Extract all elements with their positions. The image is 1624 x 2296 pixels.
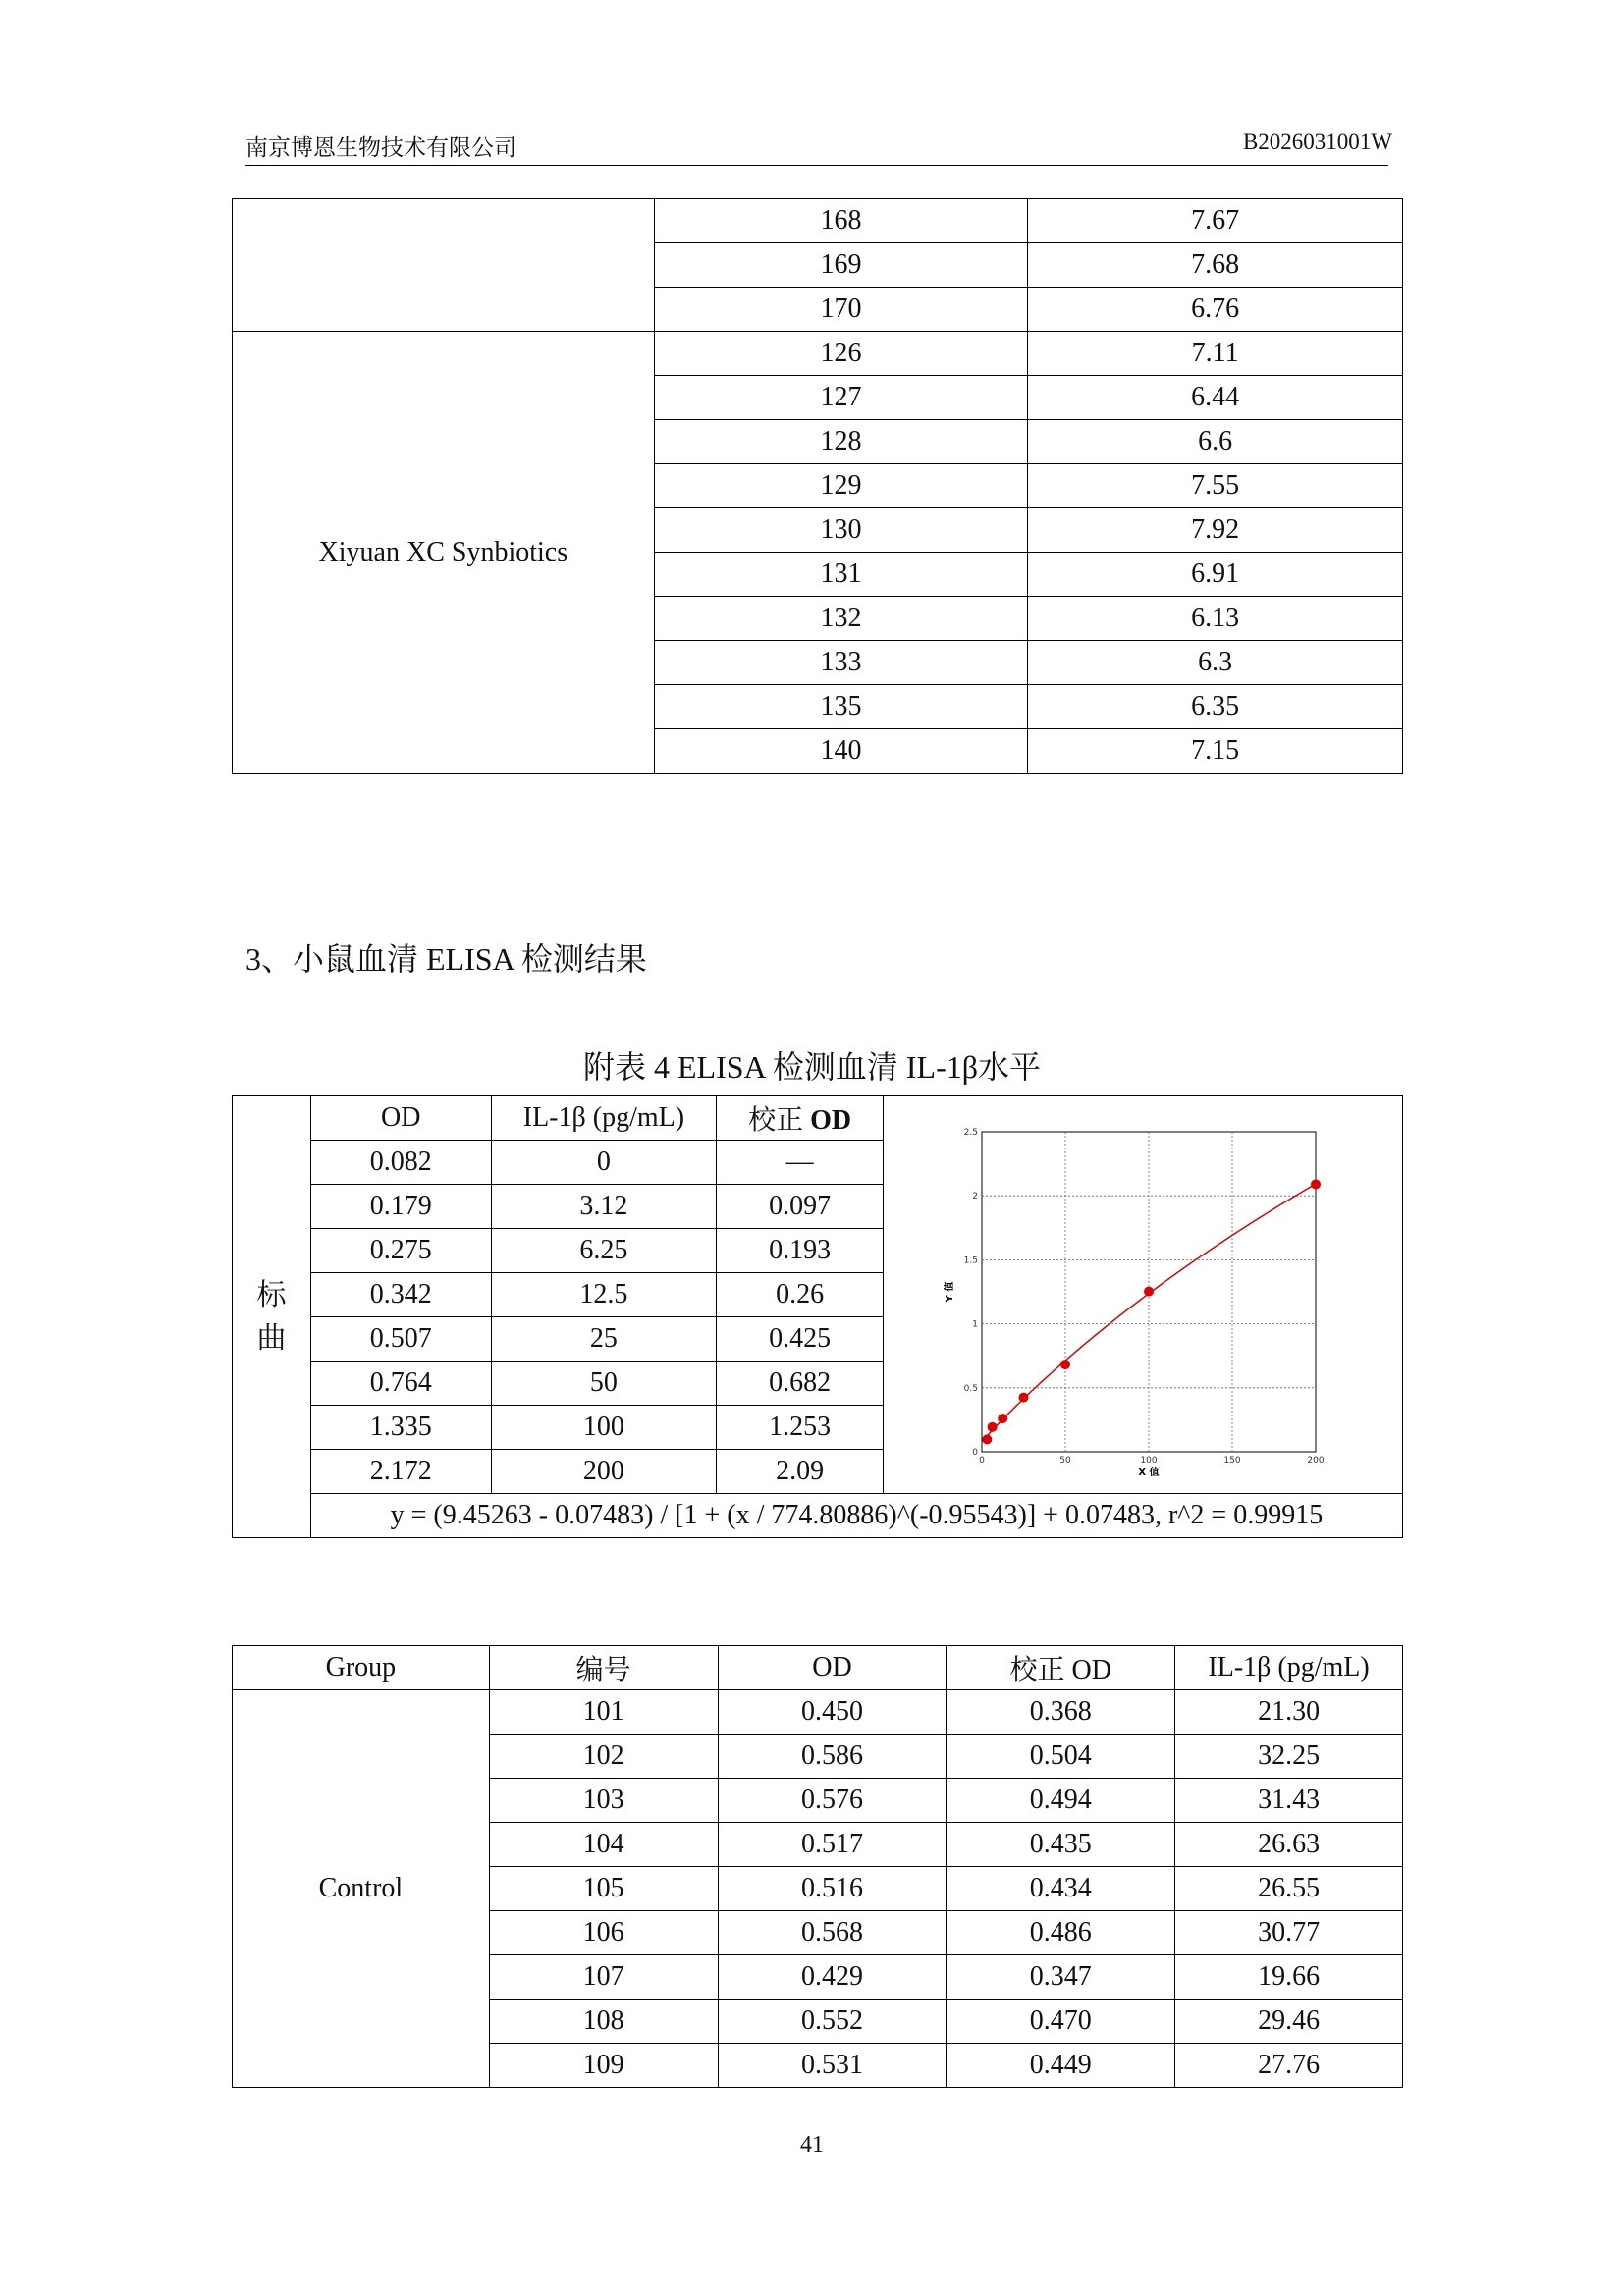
- od-cell: 2.172: [310, 1450, 491, 1494]
- y-tick-label: 2.5: [963, 1128, 978, 1138]
- data-point: [1060, 1360, 1070, 1369]
- sample-id-cell: 170: [654, 288, 1028, 332]
- od-cell: 0.568: [718, 1911, 947, 1955]
- table-row: [233, 199, 1403, 243]
- y-axis-label: Y 值: [944, 1281, 955, 1303]
- data-point: [1144, 1287, 1154, 1297]
- y-tick-label: 1: [972, 1319, 978, 1330]
- column-header: IL-1β (pg/mL): [491, 1096, 717, 1141]
- il1b-cell: 30.77: [1175, 1911, 1403, 1955]
- y-tick-label: 1.5: [963, 1255, 978, 1266]
- value-cell: 7.92: [1028, 508, 1403, 553]
- value-cell: 6.44: [1028, 376, 1403, 420]
- corrected-od-cell: 0.347: [947, 1955, 1175, 2000]
- standard-curve-chart: [884, 1096, 1394, 1485]
- x-tick-label: 0: [979, 1456, 985, 1466]
- standard-curve-side-label: [233, 1096, 311, 1538]
- column-header: 校正 OD: [717, 1096, 884, 1141]
- data-point: [1311, 1179, 1321, 1189]
- value-cell: 6.6: [1028, 420, 1403, 464]
- corrected-od-cell: 0.504: [947, 1735, 1175, 1779]
- corrected-od-cell: 0.193: [717, 1229, 884, 1273]
- column-header: 校正 OD: [947, 1646, 1175, 1690]
- value-cell: 6.35: [1028, 685, 1403, 729]
- il1b-cell: 26.63: [1175, 1823, 1403, 1867]
- x-tick-label: 50: [1059, 1456, 1071, 1466]
- table-header-row: [233, 1646, 1403, 1690]
- il1b-cell: 26.55: [1175, 1867, 1403, 1911]
- od-cell: 0.516: [718, 1867, 947, 1911]
- sample-id-cell: 106: [489, 1911, 718, 1955]
- y-tick-label: 0.5: [963, 1383, 978, 1394]
- sample-id-cell: 102: [489, 1735, 718, 1779]
- corrected-od-cell: 1.253: [717, 1406, 884, 1450]
- od-cell: 0.450: [718, 1690, 947, 1735]
- sample-id-cell: 132: [654, 597, 1028, 641]
- od-cell: 1.335: [310, 1406, 491, 1450]
- table-row: [233, 332, 1403, 376]
- il1b-cell: 32.25: [1175, 1735, 1403, 1779]
- od-cell: 0.275: [310, 1229, 491, 1273]
- sample-id-cell: 140: [654, 729, 1028, 774]
- il1b-cell: 19.66: [1175, 1955, 1403, 2000]
- x-axis-label: X 值: [1138, 1468, 1160, 1478]
- sample-id-cell: 109: [489, 2044, 718, 2088]
- sample-id-cell: 105: [489, 1867, 718, 1911]
- table-caption: 附表 4 ELISA 检测血清 IL-1β水平: [582, 1049, 1042, 1085]
- sample-id-cell: 128: [654, 420, 1028, 464]
- corrected-od-cell: —: [717, 1141, 884, 1185]
- value-cell: 6.76: [1028, 288, 1403, 332]
- od-cell: 0.517: [718, 1823, 947, 1867]
- side-label-char: 标: [256, 1278, 287, 1311]
- header-report-number: B2026031001W: [1242, 130, 1392, 154]
- value-cell: 6.3: [1028, 641, 1403, 685]
- y-tick-label: 0: [972, 1448, 978, 1458]
- group-cell: Xiyuan XC Synbiotics: [233, 332, 655, 774]
- column-header: IL-1β (pg/mL): [1175, 1646, 1403, 1690]
- concentration-cell: 3.12: [491, 1185, 717, 1229]
- column-header: OD: [718, 1646, 947, 1690]
- value-cell: 7.15: [1028, 729, 1403, 774]
- od-cell: 0.507: [310, 1317, 491, 1362]
- od-cell: 0.764: [310, 1362, 491, 1406]
- corrected-od-cell: 0.435: [947, 1823, 1175, 1867]
- column-header: OD: [310, 1096, 491, 1141]
- standard-curve-chart-cell: [883, 1096, 1402, 1494]
- concentration-cell: 12.5: [491, 1273, 717, 1317]
- concentration-cell: 200: [491, 1450, 717, 1494]
- il1b-cell: 29.46: [1175, 2000, 1403, 2044]
- concentration-cell: 0: [491, 1141, 717, 1185]
- value-cell: 7.11: [1028, 332, 1403, 376]
- value-cell: 7.68: [1028, 243, 1403, 288]
- corrected-od-cell: 0.494: [947, 1779, 1175, 1823]
- concentration-cell: 25: [491, 1317, 717, 1362]
- standard-curve-table: [232, 1095, 1403, 1538]
- value-cell: 7.55: [1028, 464, 1403, 508]
- header-divider: [245, 165, 1388, 166]
- corrected-od-cell: 0.368: [947, 1690, 1175, 1735]
- sample-id-cell: 168: [654, 199, 1028, 243]
- column-header: Group: [233, 1646, 490, 1690]
- corrected-od-cell: 0.26: [717, 1273, 884, 1317]
- sample-id-cell: 135: [654, 685, 1028, 729]
- group-cell: Control: [233, 1690, 490, 2088]
- x-tick-label: 200: [1307, 1456, 1325, 1466]
- side-label-char: 曲: [256, 1321, 287, 1355]
- sample-id-cell: 127: [654, 376, 1028, 420]
- y-tick-label: 2: [972, 1192, 978, 1202]
- sample-id-cell: 104: [489, 1823, 718, 1867]
- concentration-cell: 6.25: [491, 1229, 717, 1273]
- od-cell: 0.429: [718, 1955, 947, 2000]
- table-header-row: [233, 1096, 1403, 1141]
- sample-id-cell: 129: [654, 464, 1028, 508]
- corrected-od-cell: 0.470: [947, 2000, 1175, 2044]
- x-tick-label: 150: [1223, 1456, 1241, 1466]
- il1b-cell: 27.76: [1175, 2044, 1403, 2088]
- od-cell: 0.552: [718, 2000, 947, 2044]
- corrected-od-cell: 2.09: [717, 1450, 884, 1494]
- x-tick-label: 100: [1140, 1456, 1158, 1466]
- concentration-cell: 100: [491, 1406, 717, 1450]
- value-cell: 6.13: [1028, 597, 1403, 641]
- sample-id-cell: 108: [489, 2000, 718, 2044]
- concentration-cell: 50: [491, 1362, 717, 1406]
- od-cell: 0.576: [718, 1779, 947, 1823]
- od-cell: 0.531: [718, 2044, 947, 2088]
- sample-id-cell: 126: [654, 332, 1028, 376]
- sample-id-cell: 101: [489, 1690, 718, 1735]
- sample-id-cell: 107: [489, 1955, 718, 2000]
- corrected-od-cell: 0.425: [717, 1317, 884, 1362]
- od-cell: 0.179: [310, 1185, 491, 1229]
- sample-id-cell: 133: [654, 641, 1028, 685]
- fit-formula: y = (9.45263 - 0.07483) / [1 + (x / 774.80886)^(-0.95543)] + 0.07483, r^2 = 0.99915: [310, 1494, 1402, 1538]
- sample-id-cell: 130: [654, 508, 1028, 553]
- il1b-cell: 21.30: [1175, 1690, 1403, 1735]
- table-row: [233, 1690, 1403, 1735]
- od-cell: 0.342: [310, 1273, 491, 1317]
- corrected-od-cell: 0.682: [717, 1362, 884, 1406]
- page-number: 41: [800, 2132, 824, 2158]
- data-point: [998, 1414, 1007, 1423]
- od-cell: 0.586: [718, 1735, 947, 1779]
- od-cell: 0.082: [310, 1141, 491, 1185]
- corrected-od-cell: 0.486: [947, 1911, 1175, 1955]
- corrected-od-cell: 0.449: [947, 2044, 1175, 2088]
- sample-id-cell: 169: [654, 243, 1028, 288]
- formula-row: [233, 1494, 1403, 1538]
- section-title: 3、小鼠血清 ELISA 检测结果: [245, 941, 647, 977]
- corrected-od-cell: 0.434: [947, 1867, 1175, 1911]
- data-point: [1018, 1393, 1028, 1403]
- sample-id-cell: 103: [489, 1779, 718, 1823]
- group-cell: [233, 199, 655, 332]
- results-table-continued: [232, 198, 1403, 774]
- il1b-cell: 31.43: [1175, 1779, 1403, 1823]
- header-company: 南京博恩生物技术有限公司: [245, 135, 516, 160]
- sample-od-table: [232, 1645, 1403, 2088]
- column-header: 编号: [489, 1646, 718, 1690]
- corrected-od-cell: 0.097: [717, 1185, 884, 1229]
- value-cell: 6.91: [1028, 553, 1403, 597]
- sample-id-cell: 131: [654, 553, 1028, 597]
- data-point: [982, 1434, 992, 1444]
- data-point: [988, 1422, 998, 1432]
- value-cell: 7.67: [1028, 199, 1403, 243]
